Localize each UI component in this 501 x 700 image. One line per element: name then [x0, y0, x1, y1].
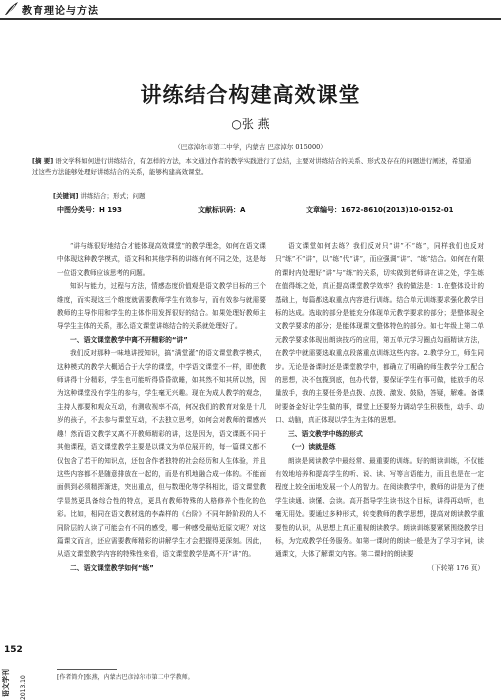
continuation-note: （下转第 176 页）: [427, 563, 484, 572]
right-column: [275, 240, 484, 575]
paragraph: 我们反对那种一味地讲授知识，搞“满堂灌”的语文课堂教学模式，这种模式的教学大概适合于大学的课堂，中学语文课堂不一样，即使教师讲得十分精彩，学生也可能听得昏昏欲睡，如其然不知其所以然，因为这种课堂没有学生的参与，学生毫无兴趣。现在为成人教学的观念，主持人都要和观众互动，有测收视率不高，何况我们的教育对象是十几岁的孩子，不去参与课堂互动，不去独立思考，如何会对教师的课感兴趣！然而语文教学又离不开教师精彩的讲，这是因为，语文课既不同于其他课程，语文课堂教学主要是以课文为单位展开的，每一篇课文都不仅包含了若干的知识点，还包含作者独特的社会经历和人生体验，并且这些内容都不是随意排放在一起的，而是有机地融合成一体的。不能面面俱到必须精挥渐进，突出重点，但与数理化等学科相比，语文课堂教学显然更具备综合性的特点，更具有教师特殊的人格修养个性化的色彩。比如，相同在语文教材选的李森样的《台阶》不同年龄阶段的人不同阶层的人读了可能会有不同的感受，哪一种感受最贴近原文呢？对这篇课文而言，还应需要教师精彩的讲解学生才会把握得更深刻。因此，从语文课堂教学内容的特殊性来看，语文课堂教学是离不开“讲”的。: [57, 349, 266, 559]
footnote-rule: [57, 669, 117, 670]
section-heading: 三、语文教学中练的形式: [288, 429, 363, 438]
paragraph: 知识与能力，过程与方法，情感态度价值观是语文教学目标的三个维度，而实现这三个维度就需要教师学生有效参与，而有效参与就需要教师的主导作用和学生的主体作用发挥很好的结合。如果处理好教师主导学生主体的关系，那么语文课堂讲练结合的关系就处理好了。: [57, 282, 266, 331]
article-author: ○张 燕: [231, 117, 270, 131]
paragraph: “讲与练很好地结合才能体现高效课堂”的教学理念，如何在语文课中体现这种教学模式，语文科和其他学科的讲练有何不同之处，这是每一位语文教师应该思考的问题。: [57, 242, 266, 277]
abstract-label: [摘 要]: [32, 157, 54, 165]
author-affiliation: （巴彦淖尔市第二中学，内蒙古 巴彦淖尔 015000）: [174, 143, 327, 151]
paragraph: 朗读是阅读教学中最经常、最重要的训练。好的朗读训练，不仅能有效地培养和提高学生的听、说、读、写等言语能力，而且也是在一定程度上较全面地发展一个人的智力。在阅读教学中，教师的讲是为了使学生读通、读懂、会读。高开指导学生读书这个目标，讲得再动听，也毫无用处。要通过多种形式，转变教师的教学思想，提高对朗读教学重要性的认识，从思想上真正重视朗读教学。朗读训练要紧紧围绕教学目标，为完成教学任务服务。如第一课时的朗读一般是为了学习字词，读通课文，大体了解课文内容。第二课时的朗读要: [275, 456, 484, 559]
section-heading: （一）读就是练: [288, 443, 336, 452]
section-title: 教育理论与方法: [22, 6, 99, 17]
feather-logo-icon: [3, 1, 19, 17]
keywords-text: 讲练结合；形式；问题: [80, 192, 146, 200]
abstract-text: 语文学科如何进行讲练结合，有怎样的方法，本文通过作者的教学实践进行了总结，主要对讲练结合的关系、形式及存在的问题进行阐述，希望通过这些方法能够处理好讲练结合的关系，能够构建高效课堂。: [32, 157, 472, 176]
author-note: [作者简介]张燕，内蒙古巴彦淖尔市第二中学教师。: [57, 674, 194, 681]
left-column: [57, 240, 266, 575]
clc-number: 中图分类号：H 193: [57, 206, 122, 214]
paragraph: 语文课堂如何去练？我们反对只“讲”不“练”，同样我们也反对只“练”不“讲”，以“练”代“讲”，而应强调“讲”、“练”结合。如何在有限的课时内处理好“讲”与“练”的关系，切实做到老师讲在讲之处，学生练在值得练之处，真正提高课堂教学效率？我的做法是：1.在整体设计的基础上，每篇都选取重点内容进行训练。结合单元训练要求强化教学目标的达成。选取的部分是能充分体现单元教学要求的部分；是整体现全文教学要求的部分；是能体现课文整体特色的部分。如七年级上第二单元教学要求体现出朗读技巧的应用，第五单元学习圈点勾画精读方法，在教学中就需要选取重点段落重点训练这些内容。2.教学分工，师生同步。无论是备课时还是课堂教学中，都确立了明确的师生教学分工配合的思想，决不包揽到底，包办代替，要保证学生有事可做，能放手的尽量放手，我的主要任务是点拨、点拨、激发、鼓励，答疑，解难。备课时要备金好让学生做的事，课堂上还要努力调动学生积极性，动手、动口、动脑，真正体现以学生为主体的思想。: [275, 242, 484, 425]
document-code: 文献标识码：A: [198, 206, 246, 214]
journal-name: 语文学刊: [2, 669, 10, 697]
abstract: [32, 156, 472, 178]
keywords: [53, 191, 146, 200]
header-rule: [0, 18, 501, 20]
page-header: [0, 0, 501, 20]
article-title: 讲练结合构建高效课堂: [140, 83, 361, 107]
page-number: 152: [4, 645, 23, 655]
keywords-label: [关键词]: [53, 192, 79, 200]
section-heading: 一、语文课堂教学中离不开精彩的“讲”: [70, 335, 188, 344]
article-number: 文章编号：1672-8610(2013)10-0152-01: [306, 206, 454, 214]
journal-issue: 2013.10: [20, 675, 27, 700]
section-heading: 二、语文课堂教学如何“练”: [70, 563, 154, 572]
